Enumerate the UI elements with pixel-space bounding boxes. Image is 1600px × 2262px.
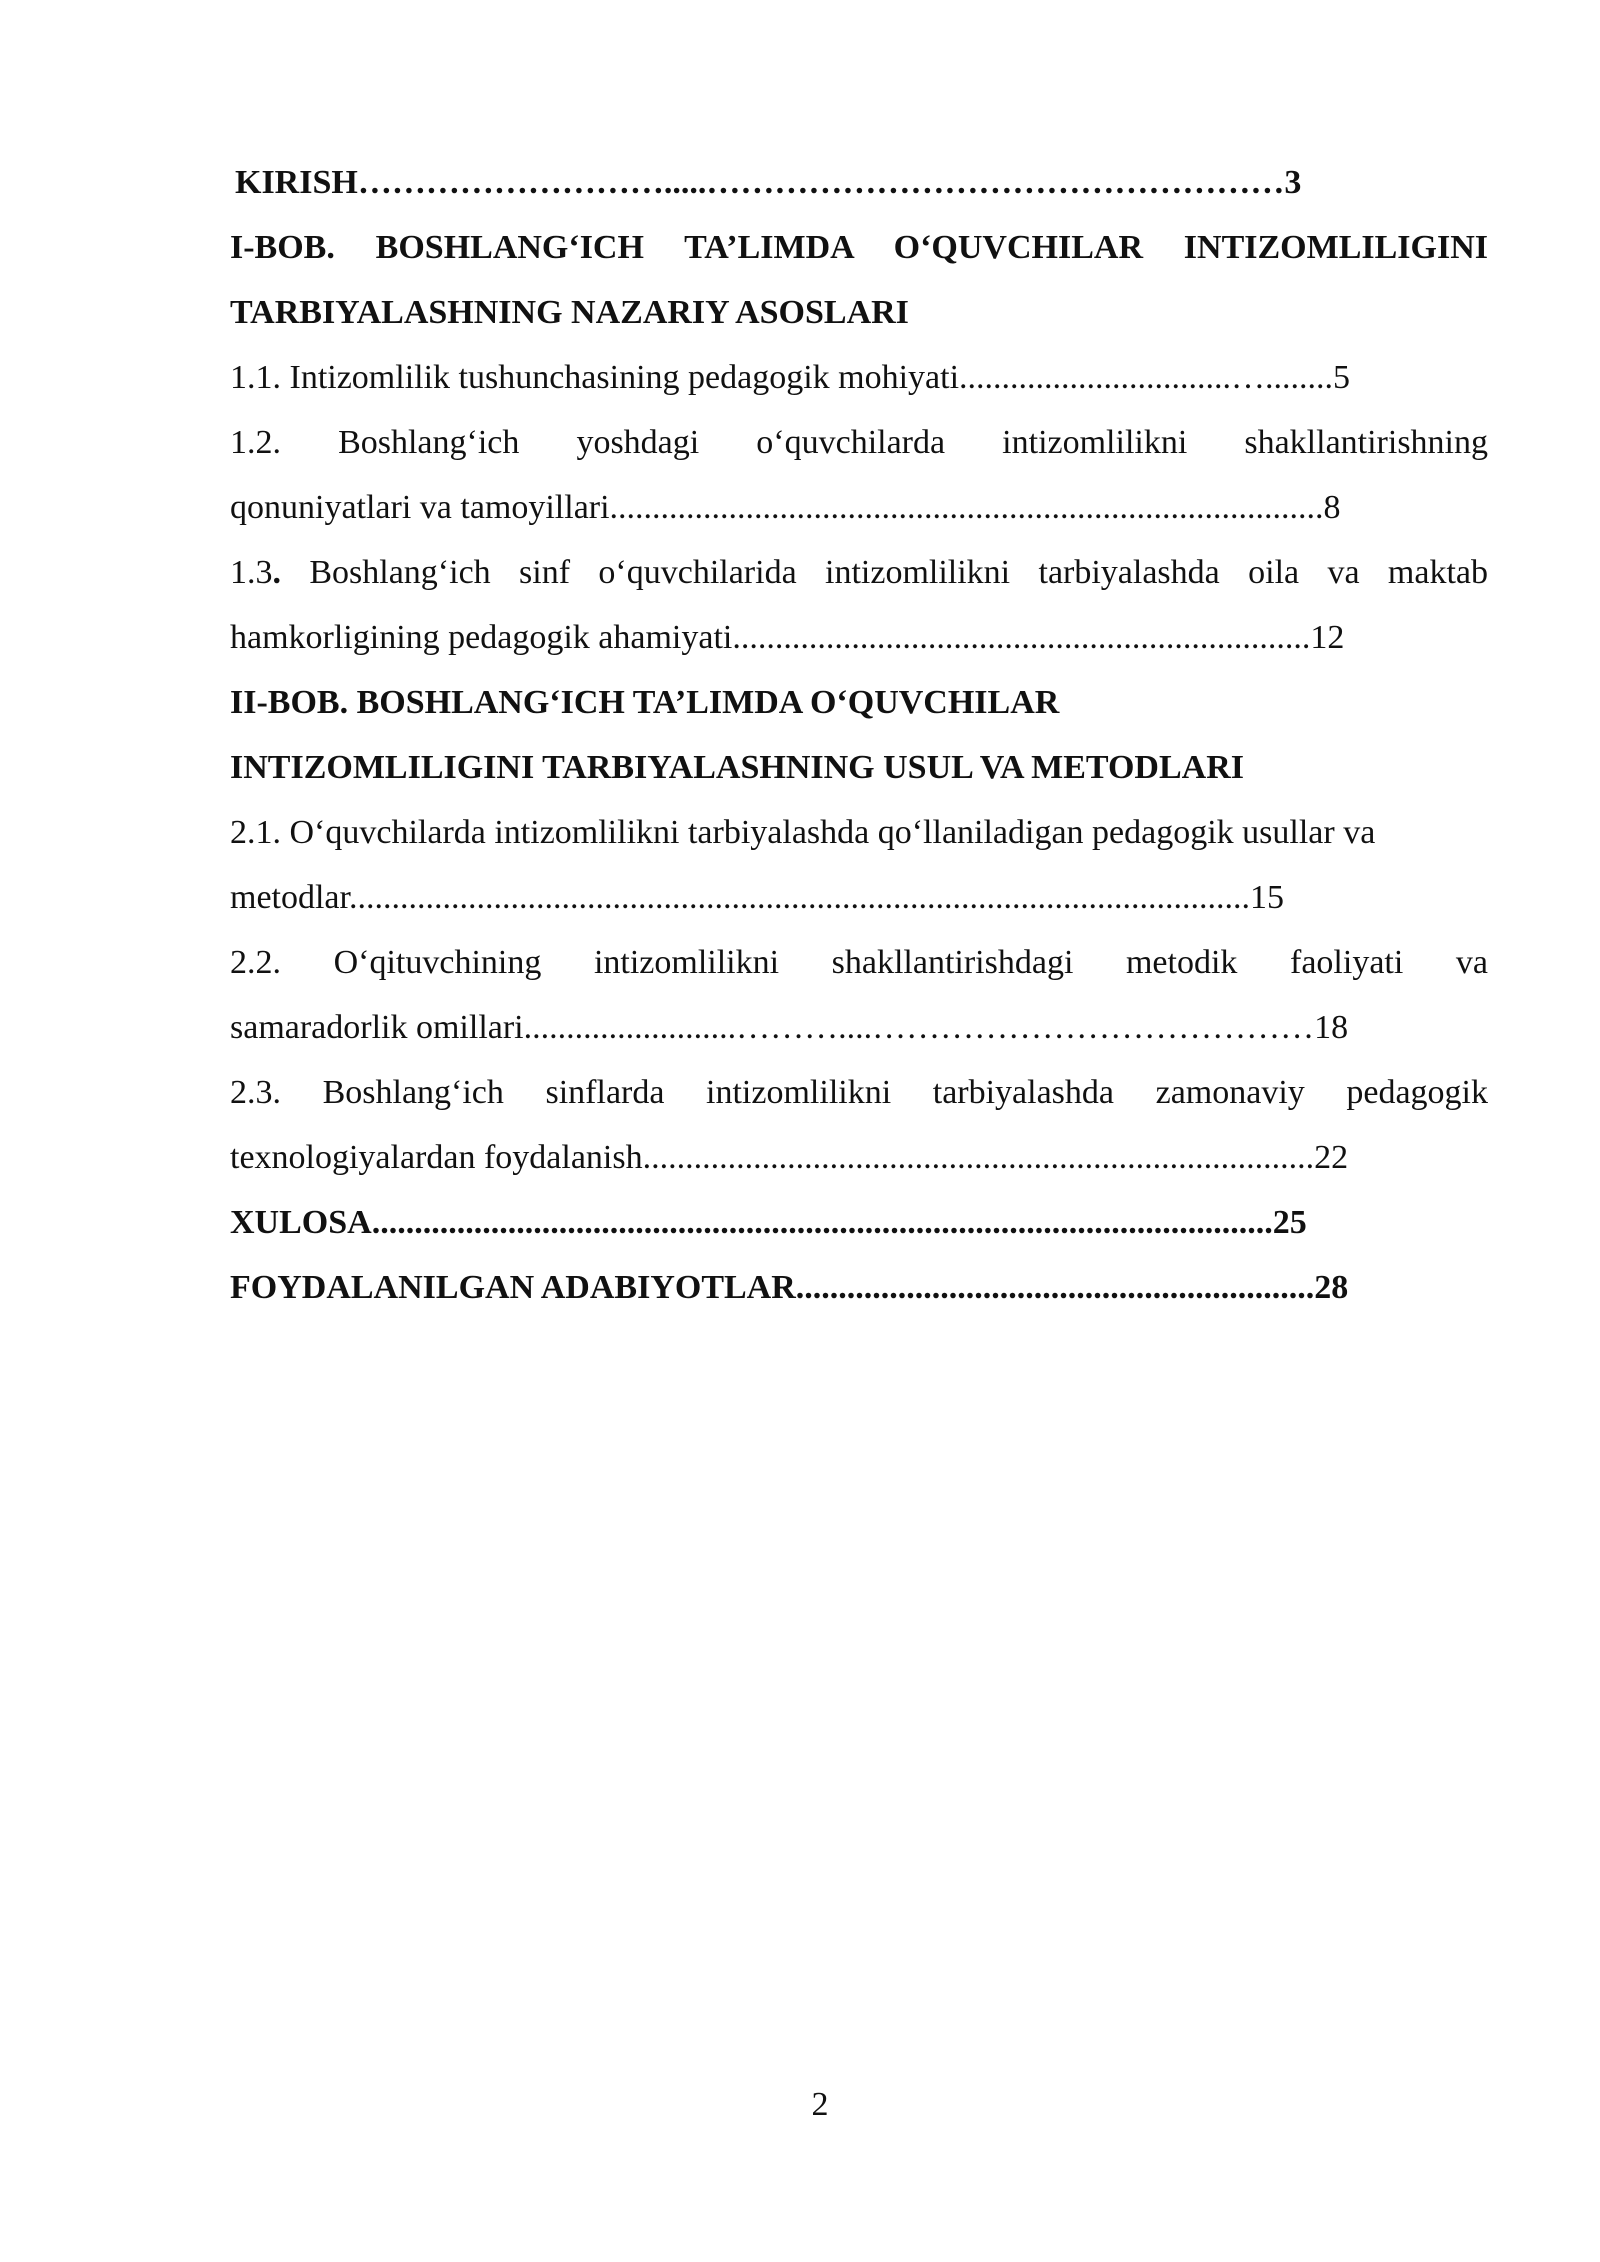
toc-chapter-2-title-line-1: II-BOB. BOSHLANG‘ICH TA’LIMDA O‘QUVCHILAR [230,684,1060,721]
toc-entry-2-2-line-2: samaradorlik omillari.........................………....…………………………………18 [230,1009,1349,1046]
toc-entry-1-1: 1.1. Intizomlilik tushunchasining pedagogik mohiyati................................…........5 [230,359,1351,396]
toc-entry-1-3-number: 1.3 [230,554,273,591]
toc-chapter-2-title-line-2: INTIZOMLILIGINI TARBIYALASHNING USUL VA METODLARI [230,749,1245,786]
toc-entry-2-3-line-1: 2.3. Boshlang‘ich sinflarda intizomlilikni tarbiyalashda zamonaviy pedagogik [230,1074,1488,1111]
toc-entry-kirish: KIRISH……………………….....……………………………………………3 [235,164,1302,201]
toc-chapter-1-title-line-1: I-BOB. BOSHLANG‘ICH TA’LIMDA O‘QUVCHILAR INTIZOMLILIGINI [230,229,1488,266]
toc-entry-1-3-text: Boshlang‘ich sinf o‘quvchilarida intizomlilikni tarbiyalashda oila va maktab [281,554,1488,591]
toc-entry-2-2-line-1: 2.2. O‘qituvchining intizomlilikni shakllantirishdagi metodik faoliyati va [230,944,1488,981]
toc-entry-xulosa: XULOSA..........................................................................................................25 [230,1204,1307,1241]
page-number: 2 [811,2086,829,2123]
toc-entry-1-3-bold-dot: . [272,554,281,591]
toc-entry-2-3-line-2: texnologiyalardan foydalanish...............................................................................22 [230,1139,1349,1176]
toc-chapter-1-title-line-2: TARBIYALASHNING NAZARIY ASOSLARI [230,294,909,331]
toc-entry-2-1-line-1: 2.1. O‘quvchilarda intizomlilikni tarbiyalashda qo‘llaniladigan pedagogik usullar va [230,814,1376,851]
toc-entry-1-3-line-1 [230,540,1488,605]
toc-entry-1-2-line-1: 1.2. Boshlang‘ich yoshdagi o‘quvchilarda intizomlilikni shakllantirishning [230,424,1488,461]
table-of-contents [230,150,1488,1320]
toc-entry-1-3-line-2: hamkorligining pedagogik ahamiyati....................................................................12 [230,619,1345,656]
toc-entry-1-2-line-2: qonuniyatlari va tamoyillari....................................................................................8 [230,489,1341,526]
toc-entry-2-1-line-2: metodlar..........................................................................................................15 [230,879,1284,916]
toc-entry-foydalanilgan-adabiyotlar: FOYDALANILGAN ADABIYOTLAR.............................................................28 [230,1269,1349,1306]
